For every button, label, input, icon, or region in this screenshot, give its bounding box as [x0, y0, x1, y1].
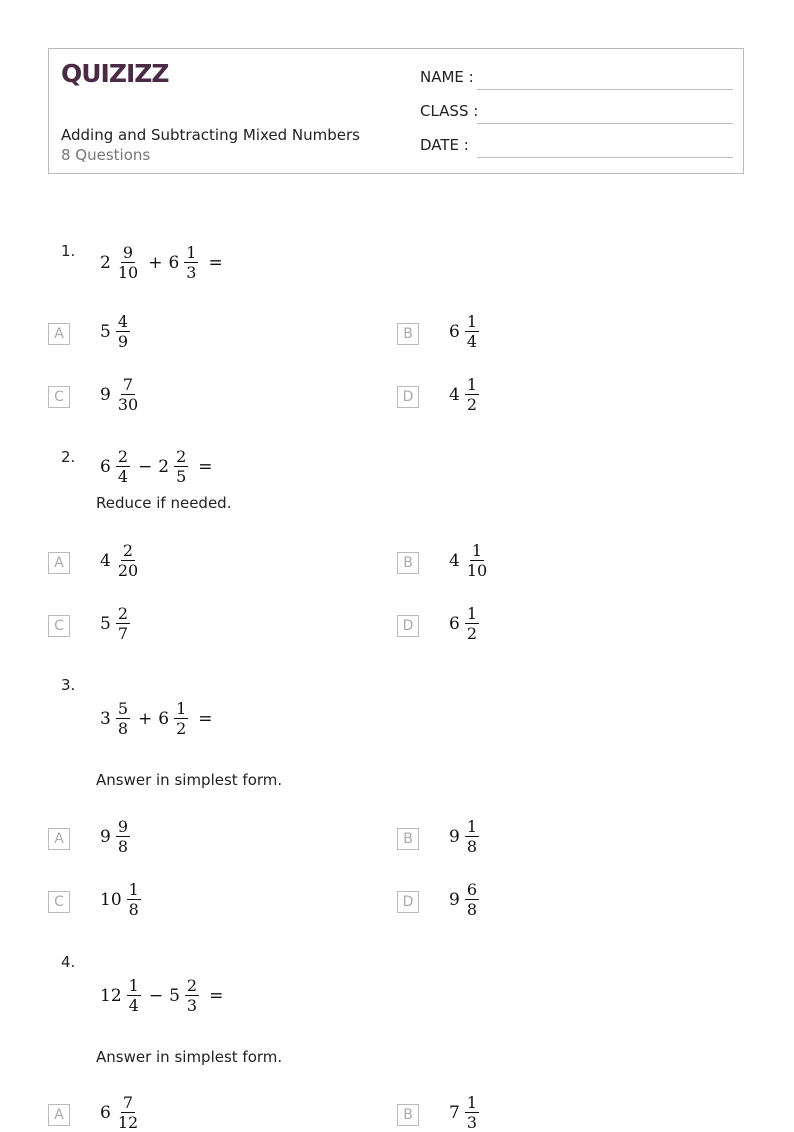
option-b-answer: 6 $\frac{1}{4}$: [449, 312, 478, 351]
option-a-answer: 6 $\frac{7}{12}$: [100, 1093, 139, 1132]
question-instruction: Answer in simplest form.: [96, 771, 283, 789]
fraction: $\frac{1}{3}$: [186, 243, 197, 282]
option-a-answer: 9 $\frac{9}{8}$: [100, 817, 129, 856]
question-number: 3.: [61, 676, 76, 694]
option-d-box[interactable]: D: [397, 891, 419, 913]
option-d-answer: 4 $\frac{1}{2}$: [449, 375, 478, 414]
worksheet-header: [48, 48, 744, 174]
option-b-answer: 9 $\frac{1}{8}$: [449, 817, 478, 856]
question-expression: [100, 244, 223, 281]
equals-sign: =: [208, 252, 223, 273]
option-a-box[interactable]: A: [48, 1104, 70, 1126]
option-b-box[interactable]: B: [397, 828, 419, 850]
option-c-box[interactable]: C: [48, 615, 70, 637]
question-expression: 6 $\frac{2}{4}$ − 2 $\frac{2}{5}$ =: [100, 447, 213, 486]
option-a-answer: 4 $\frac{2}{20}$: [100, 541, 139, 580]
option-b-box[interactable]: B: [397, 323, 419, 345]
option-a-box[interactable]: A: [48, 828, 70, 850]
option-c-box[interactable]: C: [48, 891, 70, 913]
class-label: CLASS :: [420, 102, 479, 120]
whole-number: 2: [100, 252, 111, 273]
option-b-answer: 4 $\frac{1}{10}$: [449, 541, 488, 580]
name-label: NAME :: [420, 68, 474, 86]
option-b-box[interactable]: B: [397, 552, 419, 574]
date-line[interactable]: [477, 157, 733, 158]
option-a-box[interactable]: A: [48, 323, 70, 345]
whole-number: 6: [168, 252, 180, 273]
date-label: DATE :: [420, 136, 469, 154]
option-d-answer: 9 $\frac{6}{8}$: [449, 880, 478, 919]
option-d-answer: 6 $\frac{1}{2}$: [449, 604, 478, 643]
option-c-answer: 9 $\frac{7}{30}$: [100, 375, 139, 414]
option-c-answer: 10 $\frac{1}{8}$: [100, 880, 139, 919]
question-expression: 3 $\frac{5}{8}$ + 6 $\frac{1}{2}$ =: [100, 699, 213, 738]
question-instruction: Reduce if needed.: [96, 494, 232, 512]
option-a-box[interactable]: A: [48, 552, 70, 574]
worksheet-title: Adding and Subtracting Mixed Numbers: [61, 126, 360, 144]
operator: +: [148, 252, 163, 273]
question-count: 8 Questions: [61, 146, 151, 164]
option-b-answer: 7 $\frac{1}{3}$: [449, 1093, 478, 1132]
question-number: 4.: [61, 953, 76, 971]
question-instruction: Answer in simplest form.: [96, 1048, 283, 1066]
option-c-box[interactable]: C: [48, 386, 70, 408]
option-a-answer: 5 $\frac{4}{9}$: [100, 312, 129, 351]
option-b-box[interactable]: B: [397, 1104, 419, 1126]
fraction: $\frac{9}{10}$: [117, 243, 139, 282]
quizizz-logo: QUIZIZZ: [61, 59, 169, 88]
class-line[interactable]: [477, 123, 733, 124]
name-line[interactable]: [477, 89, 733, 90]
question-expression: 12 $\frac{1}{4}$ − 5 $\frac{2}{3}$ =: [100, 976, 224, 1015]
question-number: 2.: [61, 448, 76, 466]
question-number: 1.: [61, 242, 76, 260]
option-c-answer: 5 $\frac{2}{7}$: [100, 604, 129, 643]
option-d-box[interactable]: D: [397, 386, 419, 408]
option-d-box[interactable]: D: [397, 615, 419, 637]
